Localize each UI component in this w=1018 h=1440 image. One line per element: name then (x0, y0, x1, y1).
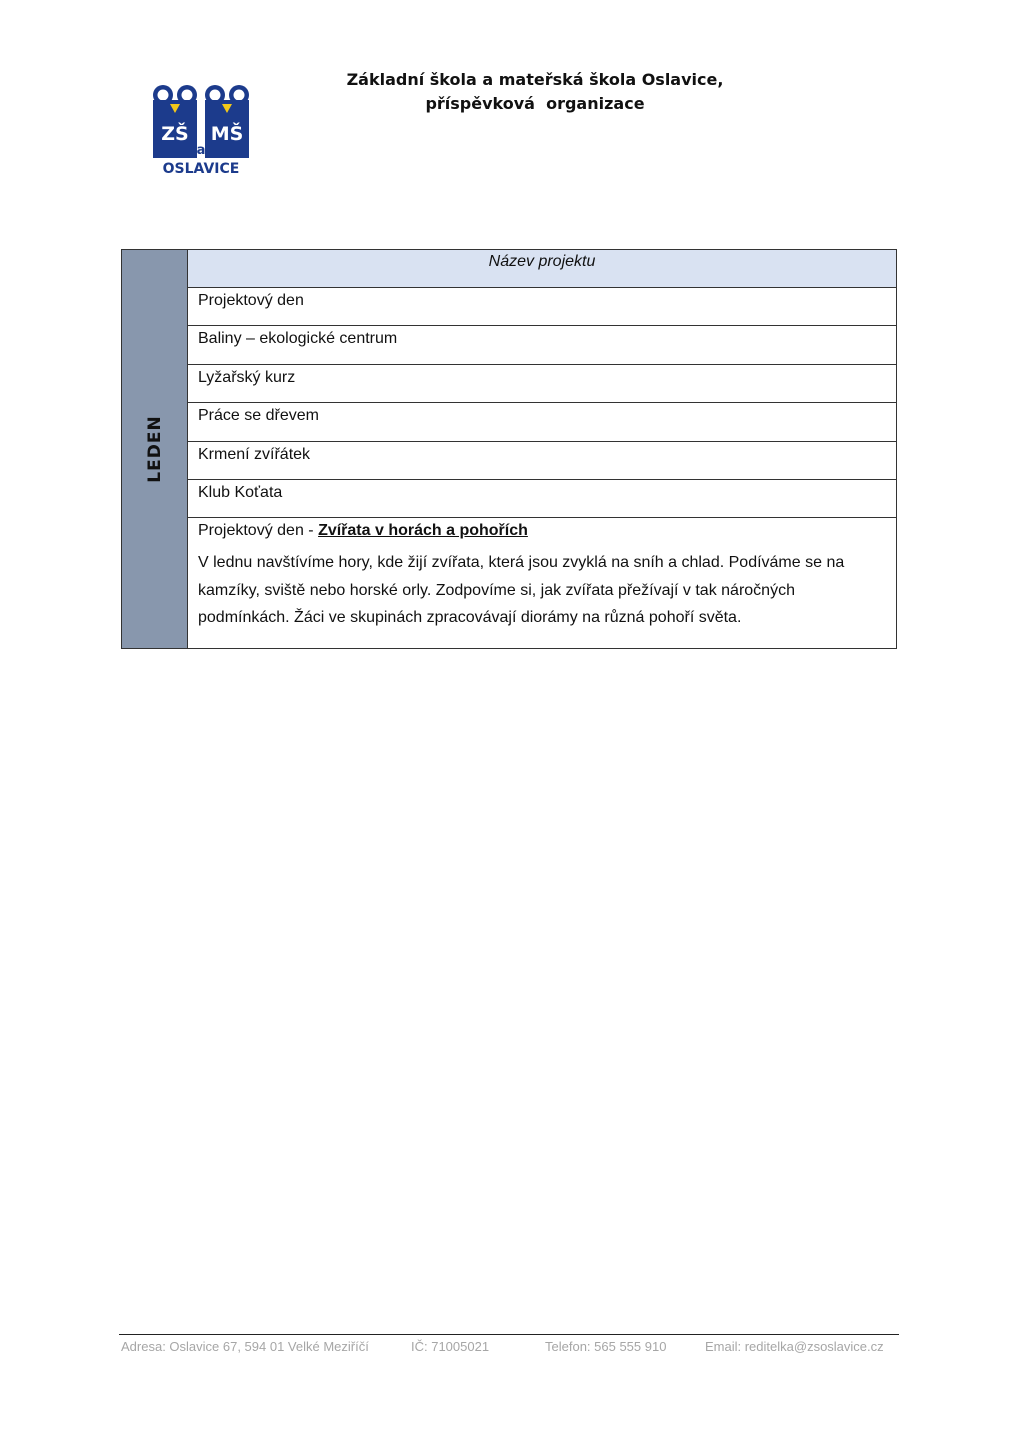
highlight-heading (198, 521, 886, 541)
highlight-topic: Zvířata v horách a pohořích (318, 522, 528, 540)
footer-phone: Telefon: 565 555 910 (545, 1339, 667, 1354)
logo-text-oslavice: OSLAVICE (162, 161, 240, 177)
school-title-line2: příspěvková organizace (425, 94, 645, 113)
highlight-description: V lednu navštívíme hory, kde žijí zvířata, která jsou zvyklá na sníh a chlad. Podíváme se na kamzíky, sviště nebo horské orly. Zodpovíme si, jak zvířata přežívají v tak náročných podmínkách. Žáci ve skupinách zpracovávají diorámy na různá pohoří světa. (198, 554, 845, 627)
logo-text-a: a (196, 143, 206, 158)
logo-text-zs: ZŠ (161, 123, 189, 145)
highlight-project-row (188, 518, 896, 648)
project-row: Práce se dřevem (188, 403, 896, 441)
project-row: Lyžařský kurz (188, 365, 896, 403)
school-title (300, 68, 770, 116)
project-row: Krmení zvířátek (188, 442, 896, 480)
school-logo (150, 82, 254, 178)
owl-logo-graphic (150, 82, 254, 178)
footer-address: Adresa: Oslavice 67, 594 01 Velké Meziříčí (121, 1339, 369, 1354)
month-column (122, 250, 188, 648)
logo-text-ms: MŠ (210, 123, 244, 145)
project-rows (188, 250, 896, 648)
column-header: Název projektu (188, 250, 896, 288)
footer-ico: IČ: 71005021 (411, 1339, 490, 1354)
footer-email: Email: reditelka@zsoslavice.cz (705, 1339, 884, 1354)
footer-divider (119, 1334, 899, 1335)
highlight-prefix: Projektový den - (198, 522, 319, 540)
month-label: LEDEN (144, 415, 165, 483)
project-row: Projektový den (188, 288, 896, 326)
project-row: Baliny – ekologické centrum (188, 326, 896, 364)
project-table (121, 249, 897, 649)
school-title-line1: Základní škola a mateřská škola Oslavice, (346, 70, 724, 89)
project-row: Klub Koťata (188, 480, 896, 518)
